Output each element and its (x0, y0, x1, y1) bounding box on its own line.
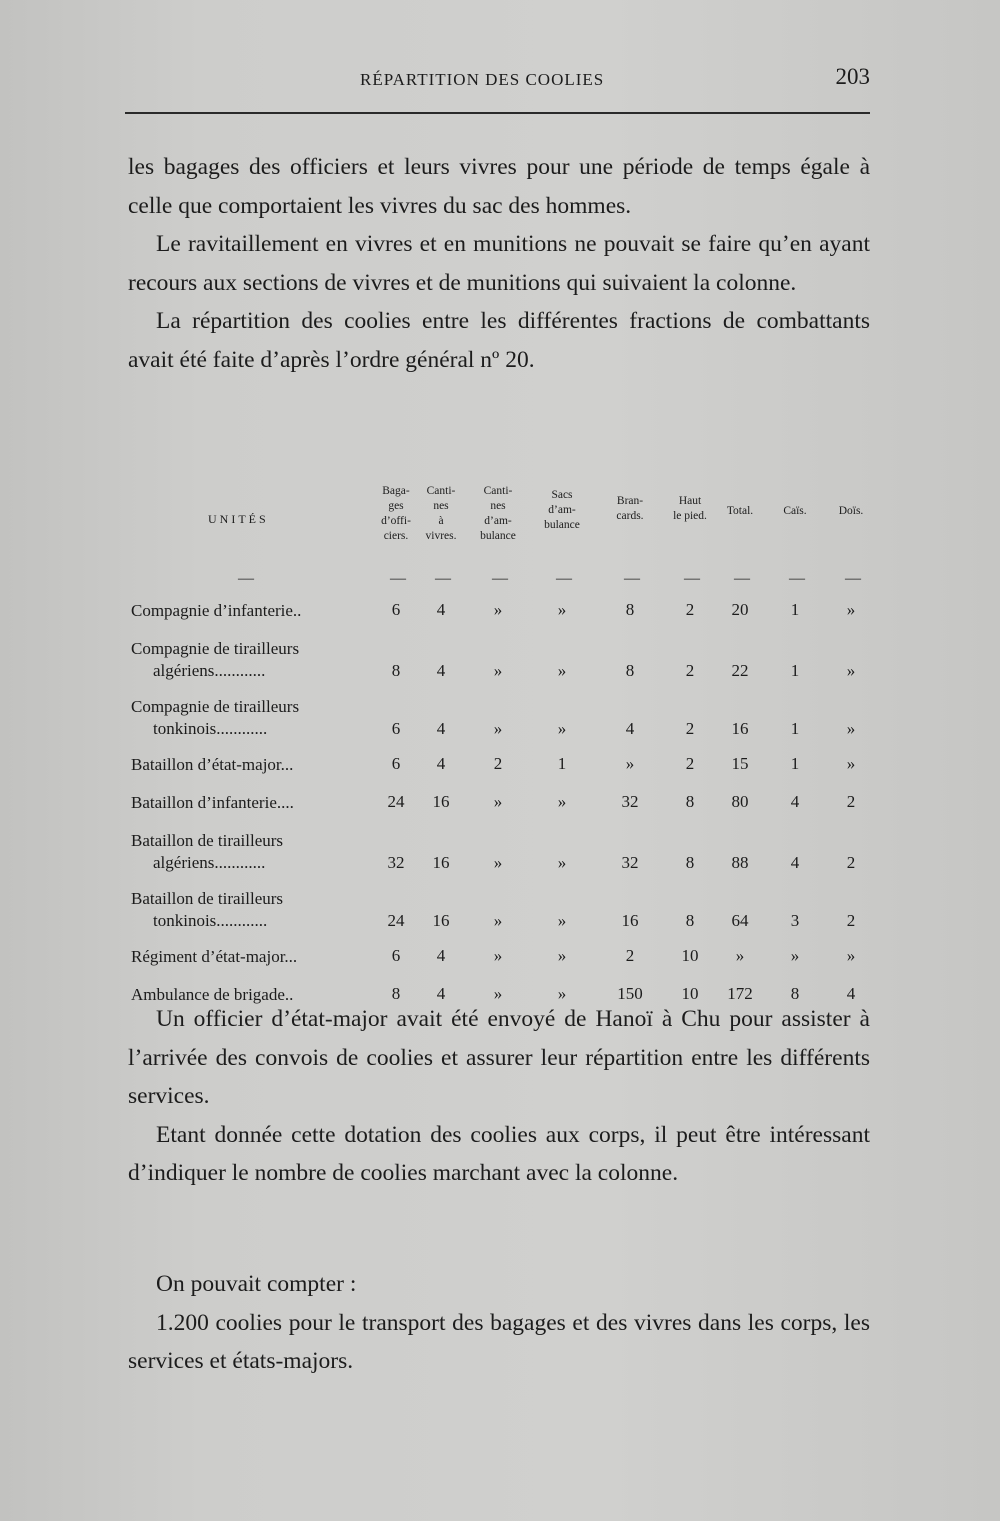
units-column-header: UNITÉS (208, 512, 269, 526)
table-cell: 2 (846, 792, 856, 811)
table-row (128, 596, 870, 634)
table-cell: 6 (391, 754, 401, 773)
table-row (128, 750, 870, 788)
table-row (128, 692, 870, 750)
paragraph: La répartition des coolies entre les différentes fractions de combattants avait été faite d’après l’ordre général nº 20. (128, 308, 870, 373)
paragraph: Etant donnée cette dotation des coolies aux corps, il peut être intéressant d’indiquer le nombre de coolies marchant avec la colonne. (128, 1121, 870, 1186)
table-cell: 16 (731, 719, 749, 738)
row-label: Compagnie d’infanterie.. (131, 601, 302, 620)
table-cell: » (493, 661, 503, 680)
table-row (128, 788, 870, 826)
table-cell: » (493, 946, 503, 965)
table-cell: 24 (387, 911, 405, 930)
paragraph: les bagages des officiers et leurs vivres pour une période de temps égale à celle que comportaient les vivres du sac des hommes. (128, 154, 870, 219)
column-dash: — (435, 570, 451, 587)
table-row (128, 884, 870, 942)
table-cell: 8 (391, 661, 401, 680)
table-cell: 2 (625, 946, 635, 965)
paragraph: Un officier d’état-major avait été envoyé de Hanoï à Chu pour assister à l’arrivée des convois de coolies et assurer leur répartition entre les différents services. (128, 1006, 870, 1109)
table-cell: » (557, 984, 567, 1003)
table-cell: 2 (685, 719, 695, 738)
coolies-distribution-table (128, 480, 870, 1018)
column-header: Total. (726, 505, 754, 517)
column-header: Caïs. (783, 505, 807, 517)
table-cell: 6 (391, 600, 401, 619)
table-cell: 16 (432, 853, 450, 872)
table-cell: » (625, 754, 635, 773)
table-cell: 4 (625, 719, 635, 738)
table-cell: 2 (685, 600, 695, 619)
table-cell: 4 (436, 754, 446, 773)
table-cell: 8 (685, 911, 695, 930)
column-header: Canti- nes à vivres. (425, 485, 457, 542)
row-label: Ambulance de brigade.. (131, 985, 294, 1004)
column-header: Bran- cards. (616, 495, 644, 522)
table-cell: 88 (731, 853, 749, 872)
page-number: 203 (835, 64, 870, 89)
table-cell: 10 (681, 946, 699, 965)
table-cell: 16 (432, 911, 450, 930)
column-header: Haut le pied. (673, 495, 707, 522)
table-cell: » (846, 754, 856, 773)
table-cell: 4 (436, 719, 446, 738)
column-header: Doïs. (838, 505, 864, 517)
page-header (125, 60, 870, 92)
table-row (128, 942, 870, 980)
table-cell: 8 (625, 661, 635, 680)
row-label: Bataillon de tirailleurs tonkinois............ (131, 889, 284, 930)
paragraph: On pouvait compter : (156, 1271, 357, 1297)
column-header: Baga- ges d’offi- ciers. (381, 485, 411, 542)
column-dash: — (845, 570, 861, 587)
table-cell: 8 (625, 600, 635, 619)
table-cell: 8 (685, 853, 695, 872)
table-cell: 22 (731, 661, 749, 680)
table-cell: » (846, 946, 856, 965)
table-cell: 4 (436, 661, 446, 680)
column-dash: — (789, 570, 805, 587)
table-cell: » (493, 984, 503, 1003)
table-cell: » (557, 661, 567, 680)
table-cell: » (846, 661, 856, 680)
table-cell: » (557, 719, 567, 738)
row-label: Régiment d’état-major... (131, 947, 298, 966)
table-body (128, 596, 870, 1018)
body-text-top (128, 148, 870, 379)
table-cell: » (557, 853, 567, 872)
table-cell: 2 (846, 911, 856, 930)
table-cell: 4 (436, 946, 446, 965)
table-cell: 10 (681, 984, 699, 1003)
table-cell: 172 (727, 984, 753, 1003)
table-cell: 4 (436, 600, 446, 619)
table-row (128, 826, 870, 884)
table-cell: 15 (731, 754, 749, 773)
table-cell: 8 (685, 792, 695, 811)
table-cell: 1 (557, 754, 567, 773)
table-cell: 150 (617, 984, 643, 1003)
table-cell: 32 (387, 853, 405, 872)
table-cell: » (493, 792, 503, 811)
table-cell: 16 (432, 792, 450, 811)
column-dash: — (238, 570, 254, 587)
table-cell: 1 (790, 754, 800, 773)
column-dash: — (734, 570, 750, 587)
table-cell: 4 (790, 853, 800, 872)
table-cell: » (846, 600, 856, 619)
table-cell: 1 (790, 661, 800, 680)
table-cell: » (557, 792, 567, 811)
table-cell: 2 (685, 754, 695, 773)
table-cell: 80 (731, 792, 749, 811)
header-dash-row (128, 570, 870, 596)
body-text-bottom (128, 1265, 870, 1381)
table-cell: 4 (436, 984, 446, 1003)
table-cell: » (493, 719, 503, 738)
table-cell: » (493, 853, 503, 872)
row-label: Bataillon de tirailleurs algériens............ (131, 831, 284, 872)
table-cell: 4 (846, 984, 856, 1003)
column-header: Sacs d’am- bulance (544, 489, 580, 531)
column-dash: — (624, 570, 640, 587)
paragraph: 1.200 coolies pour le transport des bagages et des vivres dans les corps, les services et états-majors. (128, 1309, 870, 1374)
table-cell: 6 (391, 946, 401, 965)
table-cell: » (790, 946, 800, 965)
table-cell: 24 (387, 792, 405, 811)
table-row (128, 634, 870, 692)
table-cell: 16 (621, 911, 639, 930)
table-cell: 20 (731, 600, 749, 619)
table-cell: 1 (790, 600, 800, 619)
table-cell: 1 (790, 719, 800, 738)
table-cell: 2 (493, 754, 503, 773)
table-cell: » (557, 946, 567, 965)
table-cell: 8 (391, 984, 401, 1003)
table-cell: » (493, 600, 503, 619)
table-cell: » (557, 911, 567, 930)
table-cell: 64 (731, 911, 749, 930)
row-label: Bataillon d’état-major... (131, 755, 294, 774)
column-dash: — (684, 570, 700, 587)
column-dash: — (492, 570, 508, 587)
table-cell: 2 (846, 853, 856, 872)
column-dash: — (556, 570, 572, 587)
table-cell: 8 (790, 984, 800, 1003)
table-cell: » (493, 911, 503, 930)
table-cell: 32 (621, 792, 639, 811)
column-header: Canti- nes d’am- bulance (480, 485, 516, 542)
table-cell: 6 (391, 719, 401, 738)
table-cell: » (557, 600, 567, 619)
paragraph: Le ravitaillement en vivres et en munitions ne pouvait se faire qu’en ayant recours aux sections de vivres et de munitions qui suivaient la colonne. (128, 231, 870, 296)
header-rule (125, 112, 870, 114)
table-cell: 2 (685, 661, 695, 680)
table-cell: 3 (790, 911, 800, 930)
body-text-middle (128, 1000, 870, 1193)
table-header (128, 480, 870, 570)
running-title: RÉPARTITION DES COOLIES (360, 70, 605, 89)
column-dash: — (390, 570, 406, 587)
table-cell: 4 (790, 792, 800, 811)
row-label: Compagnie de tirailleurs tonkinois............ (131, 697, 300, 738)
row-label: Bataillon d’infanterie.... (131, 793, 294, 812)
table-cell: 32 (621, 853, 639, 872)
table-cell: » (846, 719, 856, 738)
row-label: Compagnie de tirailleurs algériens............ (131, 639, 300, 680)
table-cell: » (735, 946, 745, 965)
